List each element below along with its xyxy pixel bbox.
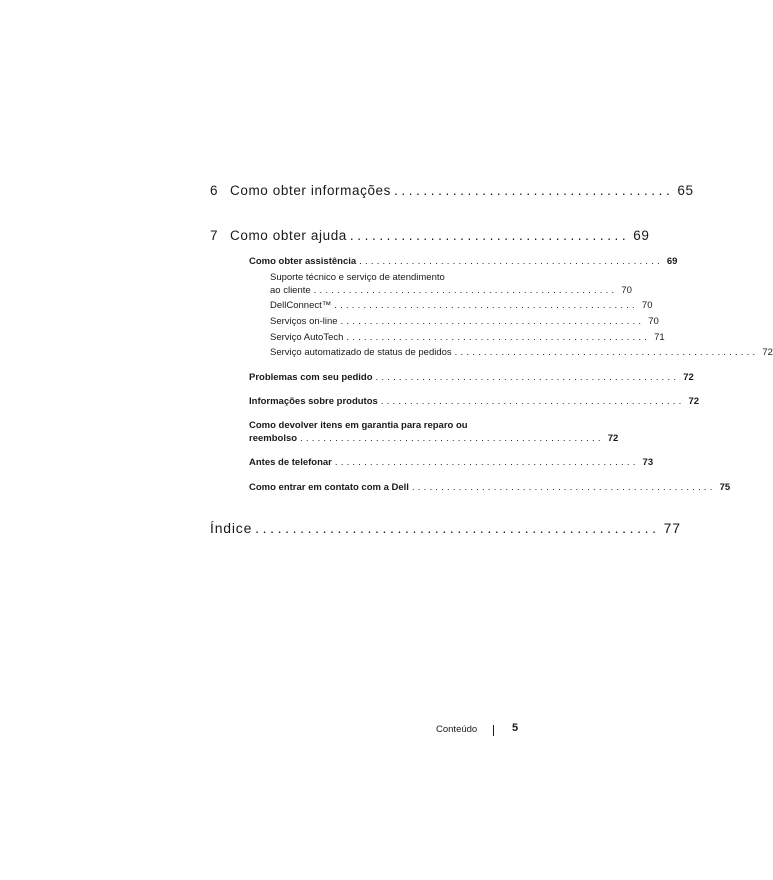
section-title: Problemas com seu pedido	[249, 372, 373, 383]
leader-dots: ....................................................	[313, 285, 618, 296]
toc-subsection-suporte[interactable]	[270, 285, 632, 296]
toc-subsection-servicos-online[interactable]	[270, 316, 659, 327]
footer-divider	[493, 725, 494, 736]
toc-section-antes-telefonar[interactable]	[249, 457, 654, 468]
section-title: Informações sobre produtos	[249, 396, 378, 407]
subsection-title: ao cliente	[270, 285, 311, 296]
leader-dots: ......................................	[394, 183, 674, 198]
section-page: 69	[666, 256, 678, 267]
leader-dots: ....................................................	[300, 433, 604, 444]
leader-dots: ......................................	[349, 228, 630, 243]
leader-dots: ....................................................	[359, 256, 663, 267]
footer-label: Conteúdo	[436, 724, 478, 735]
subsection-title: Serviços on-line	[270, 316, 338, 327]
toc-chapter-6[interactable]	[210, 183, 694, 198]
leader-dots: ......................................................	[255, 520, 660, 536]
subsection-page: 71	[654, 332, 665, 343]
chapter-title: Como obter informações	[230, 183, 392, 198]
leader-dots: ....................................................	[454, 347, 759, 358]
toc-section-devolver[interactable]	[249, 433, 619, 444]
leader-dots: ....................................................	[334, 300, 638, 311]
section-page: 72	[688, 396, 700, 407]
subsection-page: 72	[762, 347, 773, 358]
subsection-title: Serviço AutoTech	[270, 332, 344, 343]
leader-dots: ....................................................	[411, 482, 716, 493]
toc-subsection-autotech[interactable]	[270, 332, 665, 343]
leader-dots: ....................................................	[380, 396, 685, 407]
leader-dots: ....................................................	[340, 316, 645, 327]
section-page: 72	[607, 433, 619, 444]
subsection-title: DellConnect™	[270, 300, 332, 311]
leader-dots: ....................................................	[375, 372, 680, 383]
section-page: 73	[642, 457, 654, 468]
leader-dots: ....................................................	[346, 332, 651, 343]
chapter-number: 7	[210, 228, 219, 243]
page-number: 5	[512, 722, 519, 734]
subsection-title: Serviço automatizado de status de pedidos	[270, 347, 452, 358]
toc-index[interactable]	[210, 520, 681, 536]
toc-subsection-status-pedidos[interactable]	[270, 347, 773, 358]
section-page: 72	[683, 372, 694, 383]
toc-section-problemas[interactable]	[249, 372, 694, 383]
section-title: Como obter assistência	[249, 256, 357, 267]
chapter-page: 69	[633, 228, 650, 243]
toc-subsection-suporte-line1[interactable]: Suporte técnico e serviço de atendimento	[270, 272, 445, 283]
toc-section-assistencia[interactable]	[249, 256, 678, 267]
section-page: 75	[719, 482, 731, 493]
section-title: Antes de telefonar	[249, 457, 332, 468]
toc-section-contato-dell[interactable]	[249, 482, 731, 493]
subsection-page: 70	[641, 300, 653, 311]
section-title: Como entrar em contato com a Dell	[249, 482, 409, 493]
toc-section-informacoes-produtos[interactable]	[249, 396, 700, 407]
chapter-page: 65	[677, 183, 694, 198]
chapter-title: Como obter ajuda	[230, 228, 347, 243]
subsection-page: 70	[648, 316, 659, 327]
chapter-number: 6	[210, 183, 219, 198]
index-page: 77	[663, 520, 681, 536]
leader-dots: ....................................................	[334, 457, 639, 468]
subsection-page: 70	[621, 285, 632, 296]
index-title: Índice	[210, 520, 253, 536]
section-title: reembolso	[249, 433, 298, 444]
toc-subsection-dellconnect[interactable]	[270, 300, 653, 311]
toc-chapter-7[interactable]	[210, 228, 650, 243]
toc-section-devolver-line1[interactable]: Como devolver itens em garantia para reparo ou	[249, 420, 468, 431]
